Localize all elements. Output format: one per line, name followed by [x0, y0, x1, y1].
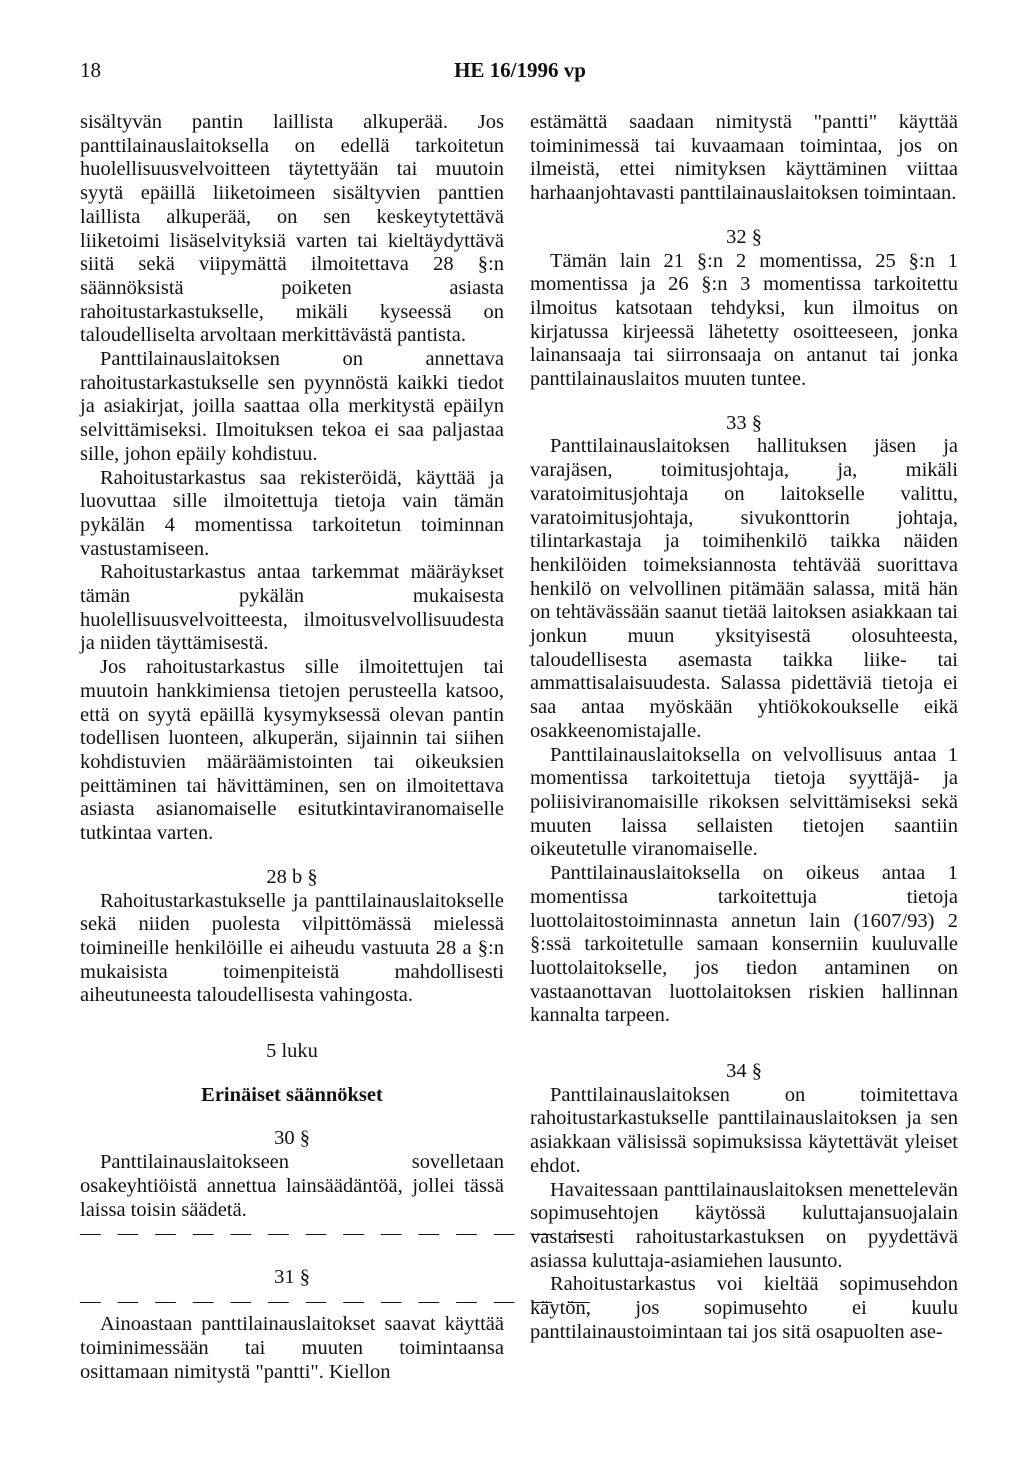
section-heading-33: 33 §	[726, 411, 762, 434]
paragraph: Panttilainauslaitoksella on oikeus antaa 1 momentissa tarkoitettuja tietoja luottolaitostoiminnasta annetun lain (1607/93) 2 §:ssä tarkoitetulle samaan konserniin kuuluvalle luottolaitokselle, jos tiedon antaminen on vastaanottavan luottolaitoksen riskien hallinnan kannalta tarpeen.	[530, 862, 958, 1027]
right-column	[530, 111, 958, 1344]
paragraph: Havaitessaan panttilainauslaitoksen menettelevän sopimusehtojen käytössä kuluttajansuojalain vastaisesti rahoitustarkastuksen on pyydettävä asiassa kuluttaja-asiamiehen lausunto.	[530, 1178, 958, 1272]
section-heading-34: 34 §	[726, 1060, 762, 1083]
section-heading-32: 32 §	[726, 225, 762, 248]
page-header	[80, 58, 960, 88]
paragraph: Jos rahoitustarkastus sille ilmoitettujen tai muutoin hankkimiensa tietojen perusteella katsoo, että on syytä epäillä kysymyksessä olevan pantin todellisen luonteen, alkuperän, sijainnin tai siihen kohdistuvien määräämistointen tai oikeuksien peittäminen tai hävittäminen, sen on ilmoitettava asiasta asianomaiselle esitutkintaviranomaiselle tutkintaa varten.	[80, 656, 504, 845]
omission-dashes: — — — — — — — — — — — — — —	[80, 1289, 596, 1312]
paragraph: estämättä saadaan nimitystä "pantti" käyttää toiminimessä tai kuvaamaan toimintaa, jos on ilmeistä, ettei nimityksen käyttäminen viittaa harhaanjohtavasti panttilainauslaitoksen toimintaan.	[530, 111, 958, 205]
section-heading-28b: 28 b §	[266, 865, 318, 888]
page-number: 18	[80, 58, 101, 82]
paragraph: Panttilainauslaitoksen hallituksen jäsen ja varajäsen, toimitusjohtaja, ja, mikäli varatoimitusjohtaja on laitokselle valittu, varatoimitusjohtaja, sivukonttorin johtaja, tilintarkastaja ja toimihenkilö taikka näiden henkilöiden toimeksiannosta tehtävää suorittava henkilö on velvollinen pitämään salassa, mitä hän on tehtävässään saanut tietää laitoksen asiakkaan tai jonkun muun yksityisestä olosuhteesta, taloudellisesta asemasta taikka liike- tai ammattisalaisuudesta. Salassa pidettäviä tietoja ei saa antaa myöskään yhtiökokoukselle eikä osakkeenomistajalle.	[530, 435, 958, 742]
document-id: HE 16/1996 vp	[454, 58, 586, 82]
paragraph: sisältyvän pantin laillista alkuperää. Jos panttilainauslaitoksella on edellä tarkoitetun huolellisuusvelvoitteen täytettyään tai muutoin syytä epäillä liiketoimeen sisältyvien panttien laillista alkuperää, on sen keskeytytettävä liiketoimi lisäselvityksiä varten tai kieltäydyttävä siitä sekä viipymättä ilmoitettava 28 §:n säännöksistä poiketen asiasta rahoitustarkastukselle, mikäli kyseessä on taloudelliselta arvoltaan merkittävästä pantista.	[80, 111, 504, 347]
paragraph: Rahoitustarkastus saa rekisteröidä, käyttää ja luovuttaa sille ilmoitettuja tietoja vain tämän pykälän 4 momentissa tarkoitetun toiminnan vastustamiseen.	[80, 466, 504, 560]
paragraph: Panttilainauslaitoksen on toimitettava rahoitustarkastukselle panttilainauslaitoksen ja sen asiakkaan välisissä sopimuksissa käytettävät yleiset ehdot.	[530, 1083, 958, 1177]
paragraph: Rahoitustarkastus antaa tarkemmat määräykset tämän pykälän mukaisesta huolellisuusvelvoitteesta, ilmoitusvelvollisuudesta ja niiden täyttämisestä.	[80, 561, 504, 655]
section-heading-30: 30 §	[274, 1127, 310, 1150]
paragraph: Panttilainauslaitokseen sovelletaan osakeyhtiöistä annettua lainsäädäntöä, jollei tässä laissa toisin säädetä.	[80, 1151, 504, 1221]
chapter-title: Erinäiset säännökset	[201, 1083, 383, 1106]
omission-dashes: — — — — — — — — — — — — — —	[80, 1222, 596, 1245]
left-column	[80, 111, 596, 1384]
chapter-number: 5 luku	[266, 1040, 318, 1063]
paragraph: Panttilainauslaitoksella on velvollisuus antaa 1 momentissa tarkoitettuja tietoja syyttäjä- ja poliisiviranomaisille rikoksen selvittämiseksi sekä muuten laissa sellaisten tietojen saantiin oikeutetulle viranomaiselle.	[530, 743, 958, 861]
section-heading-31: 31 §	[274, 1265, 310, 1288]
paragraph: Tämän lain 21 §:n 2 momentissa, 25 §:n 1 momentissa ja 26 §:n 3 momentissa tarkoitettu ilmoitus katsotaan tehdyksi, kun ilmoitus on kirjatussa kirjeessä lähetetty osoitteeseen, jonka lainansaaja tai siirronsaaja on antanut tai jonka panttilainauslaitos muuten tuntee.	[530, 249, 958, 391]
paragraph: Panttilainauslaitoksen on annettava rahoitustarkastukselle sen pyynnöstä kaikki tiedot ja asiakirjat, joilla saattaa olla merkitystä epäilyn selvittämiseksi. Ilmoituksen tekoa ei saa paljastaa sille, johon epäily kohdistuu.	[80, 348, 504, 465]
paragraph: Rahoitustarkastus voi kieltää sopimusehdon käytön, jos sopimusehto ei kuulu panttilainaustoimintaan tai jos sitä osapuolten ase-	[530, 1273, 958, 1343]
paragraph: Rahoitustarkastukselle ja panttilainauslaitokselle sekä niiden puolesta vilpittömässä mielessä toimineille henkilöille ei aiheudu vastuuta 28 a §:n mukaisista toimenpiteistä mahdollisesti aiheutuneesta taloudellisesta vahingosta.	[80, 889, 504, 1007]
paragraph: Ainoastaan panttilainauslaitokset saavat käyttää toiminimessään tai muuten toimintaansa osittamaan nimitystä "pantti". Kiellon	[80, 1313, 504, 1383]
